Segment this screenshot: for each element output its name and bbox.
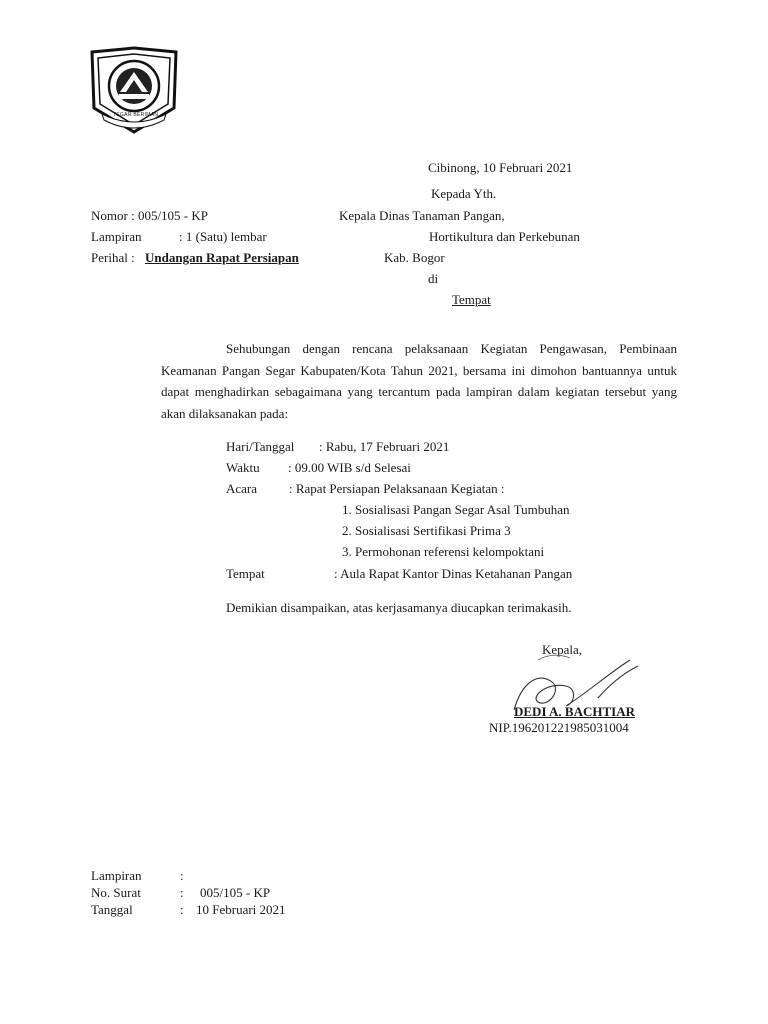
footer-attachment-label: Lampiran — [91, 868, 142, 883]
footer-date-colon: : — [180, 902, 184, 917]
recipient-line-1: Kepala Dinas Tanaman Pangan, — [339, 208, 505, 223]
regency-coat-of-arms-icon — [88, 46, 180, 136]
recipient-place: Tempat — [452, 292, 491, 307]
footer-letter-number-value: 005/105 - KP — [200, 885, 271, 900]
recipient-line-3: Kab. Bogor — [384, 250, 445, 265]
footer-attachment-colon: : — [180, 868, 184, 883]
time-label: Waktu — [226, 460, 260, 475]
attachment-label: Lampiran — [91, 229, 142, 244]
agenda-item-3: 3. Permohonan referensi kelompoktani — [342, 544, 545, 559]
agenda-value: : Rapat Persiapan Pelaksanaan Kegiatan : — [289, 481, 505, 496]
recipient-line-2: Hortikultura dan Perkebunan — [429, 229, 580, 244]
venue-value: : Aula Rapat Kantor Dinas Ketahanan Pangan — [334, 566, 573, 581]
recipient-di: di — [428, 271, 439, 286]
footer-letter-number-colon: : — [180, 885, 184, 900]
venue-label: Tempat — [226, 566, 265, 581]
footer-letter-number-label: No. Surat — [91, 885, 141, 900]
day-date-label: Hari/Tanggal — [226, 439, 295, 454]
subject-value: Undangan Rapat Persiapan — [145, 250, 299, 265]
agenda-item-1: 1. Sosialisasi Pangan Segar Asal Tumbuhan — [342, 502, 570, 517]
recipient-greeting: Kepada Yth. — [431, 186, 497, 201]
attachment-value: : 1 (Satu) lembar — [179, 229, 267, 244]
logo-motto: TEGAR BERIMAN — [113, 112, 159, 118]
signatory-title: Kepala, — [542, 642, 583, 657]
closing-text: Demikian disampaikan, atas kerjasamanya diucapkan terimakasih. — [226, 600, 572, 615]
agenda-item-2: 2. Sosialisasi Sertifikasi Prima 3 — [342, 523, 511, 538]
intro-paragraph: Sehubungan dengan rencana pelaksanaan Kegiatan Pengawasan, Pembinaan Keamanan Pangan Segar Kabupaten/Kota Tahun 2021, bersama ini dimohon bantuannya untuk dapat menghadirkan sebagaimana yang tercantum pada lampiran dalam kegiatan tersebut yang akan dilaksanakan pada: — [161, 341, 677, 422]
signatory-name: DEDI A. BACHTIAR — [514, 704, 635, 719]
day-date-value: : Rabu, 17 Februari 2021 — [319, 439, 450, 454]
agenda-label: Acara — [226, 481, 258, 496]
footer-date-value: 10 Februari 2021 — [196, 902, 286, 917]
subject-label: Perihal : — [91, 250, 135, 265]
signatory-nip: NIP.196201221985031004 — [489, 720, 629, 735]
place-date: Cibinong, 10 Februari 2021 — [428, 160, 573, 175]
letter-number: Nomor : 005/105 - KP — [91, 208, 208, 223]
footer-date-label: Tanggal — [91, 902, 133, 917]
time-value: : 09.00 WIB s/d Selesai — [288, 460, 411, 475]
